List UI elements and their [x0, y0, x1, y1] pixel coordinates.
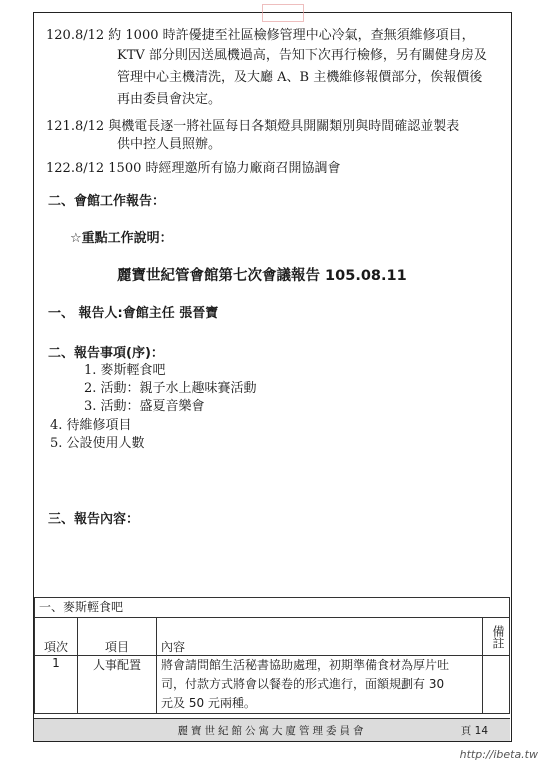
key-work-heading: ☆重點工作說明： [70, 231, 173, 246]
row-content-line: 將會請問館生活秘書協助處理，初期準備食材為厚片吐 [161, 658, 450, 672]
minute-text: 8/12 約 1000 時許優捷至社區檢修管理中心冷氣，查無須維修項目， [74, 28, 475, 43]
minute-number: 122. [46, 161, 75, 176]
sub-item: 3. 活動：盛夏音樂會 [84, 399, 205, 414]
minute-number: 120. [46, 28, 75, 43]
minute-item-122 [46, 161, 341, 177]
row-no: 1 [35, 656, 78, 714]
table-section-label: 一、麥斯輕食吧 [35, 598, 510, 618]
minute-item-120 [46, 28, 475, 44]
watermark: http://ibeta.tw [459, 748, 538, 761]
header-remarks: 備註 [483, 618, 510, 656]
minute-item-121 [46, 119, 459, 135]
row-content-line: 司，付款方式將會以餐卷的形式進行，面額規劃有 30 [161, 677, 445, 691]
minute-continuation: 再由委員會決定。 [117, 92, 222, 107]
report-title: 麗寶世紀管會館第七次會議報告 105.08.11 [117, 268, 407, 284]
minute-continuation: 供中控人員照辦。 [117, 137, 222, 152]
minute-continuation: KTV 部分則因送風機過高，告知下次再行檢修，另有關健身房及 [117, 48, 487, 63]
minute-number: 121. [46, 119, 75, 134]
row-content-line: 元及 50 元兩種。 [161, 696, 256, 710]
row-item: 人事配置 [78, 656, 157, 714]
row-remarks [483, 656, 510, 714]
header-item: 項目 [78, 618, 157, 656]
sub-item: 1. 麥斯輕食吧 [84, 363, 166, 378]
page-number: 頁 14 [460, 725, 488, 737]
minute-continuation: 管理中心主機清洗，及大廳 A、B 主機維修報價部分，俟報價後 [117, 70, 483, 85]
content-heading: 三、報告內容： [48, 512, 140, 527]
footer-org: 麗寶世紀館公寓大廈管理委員會 [177, 725, 367, 737]
reporter-line: 一、 報告人:會館主任 張晉寶 [48, 306, 219, 321]
header-no: 項次 [35, 618, 78, 656]
header-content: 內容 [157, 618, 483, 656]
row-content [157, 656, 483, 714]
report-table [34, 597, 510, 714]
section-heading: 二、會館工作報告： [48, 194, 166, 209]
red-stamp [262, 4, 304, 22]
table-row [35, 656, 510, 714]
table-header-row [35, 618, 510, 656]
outer-item: 4. 待維修項目 [50, 418, 132, 433]
page-footer [34, 718, 510, 741]
items-heading: 二、報告事項(序)： [48, 346, 164, 361]
minute-text: 8/12 1500 時經理邀所有協力廠商召開協調會 [74, 161, 341, 176]
sub-item: 2. 活動：親子水上趣味賽活動 [84, 381, 257, 396]
outer-item: 5. 公設使用人數 [50, 436, 145, 451]
minute-text: 8/12 與機電長逐一將社區每日各類燈具開關類別與時間確認並製表 [74, 119, 460, 134]
